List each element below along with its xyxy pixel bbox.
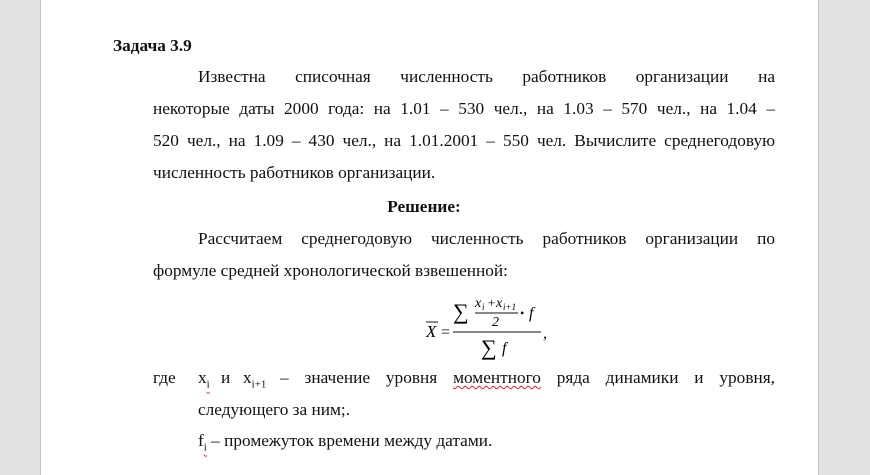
sum-symbol-bottom: ∑ (481, 335, 497, 360)
numerator-plus: + (487, 295, 496, 310)
chronological-mean-formula (425, 292, 565, 360)
numerator-sub-i1: i+1 (503, 302, 517, 312)
numerator-f: f (529, 305, 534, 322)
solution-heading: Решение: (387, 197, 461, 216)
formula-equals: = (440, 324, 451, 341)
where-dash-text: – значение уровня (280, 368, 438, 387)
numerator-sub-i: i (482, 302, 485, 312)
formula-comma: , (543, 325, 547, 342)
where-word: где (153, 368, 176, 387)
numerator-x-i1: x (496, 296, 503, 311)
where-definition-line-1 (280, 368, 775, 388)
problem-title: Задача 3.9 (113, 36, 192, 55)
inner-denominator-2: 2 (492, 315, 499, 330)
problem-line-1: Известна списочная численность работников организации на (198, 67, 775, 86)
where-x-i1 (243, 368, 267, 391)
f-definition (198, 431, 493, 454)
f-sub: i (203, 441, 207, 454)
problem-line-3: 520 чел., на 1.09 – 430 чел., на 1.01.2001 – 550 чел. Вычислите среднегодовую (153, 131, 775, 150)
formula-lhs: X (426, 322, 437, 341)
where-and: и (221, 368, 231, 387)
solution-line-1: Рассчитаем среднегодовую численность работников организации по (198, 229, 775, 248)
where-x-i (198, 368, 210, 391)
numerator-x-i: x (475, 296, 482, 311)
where-definition-line-2: следующего за ним;. (198, 400, 351, 419)
f-definition-text: – промежуток времени между датами. (211, 431, 493, 450)
denominator-f: f (502, 340, 507, 357)
problem-line-4: численность работников организации. (153, 163, 436, 182)
f-letter: f (198, 431, 204, 450)
sum-symbol-top: ∑ (453, 299, 469, 324)
where-x-i-letter: x (198, 368, 207, 387)
problem-line-2: некоторые даты 2000 года: на 1.01 – 530 чел., на 1.03 – 570 чел., на 1.04 – (153, 99, 775, 118)
formula-svg (425, 292, 565, 360)
where-x-i-sub: i (206, 378, 210, 391)
where-x-i1-letter: x (243, 368, 252, 387)
solution-line-2: формуле средней хронологической взвешенной: (153, 261, 508, 280)
where-rest-text: ряда динамики и уровня, (556, 368, 775, 387)
where-underlined-word: моментного (453, 368, 541, 387)
multiply-bullet: • (520, 306, 525, 320)
where-x-i1-sub: i+1 (251, 378, 267, 391)
